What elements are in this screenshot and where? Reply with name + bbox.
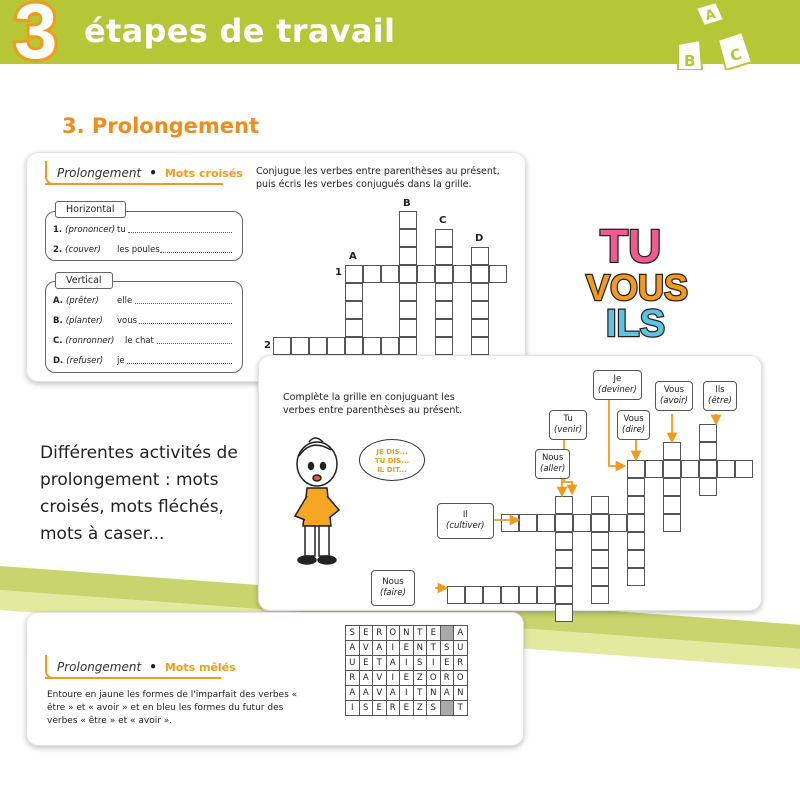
- grid-cell[interactable]: [471, 319, 489, 337]
- clue-vc: C. (ronronner): [53, 336, 115, 346]
- grid-cell[interactable]: [471, 247, 489, 265]
- word-search-card: [26, 612, 524, 746]
- bubble-tu-venir: Tu (venir): [549, 410, 587, 440]
- grid-cell[interactable]: [381, 337, 399, 355]
- grid-letter[interactable]: S: [359, 701, 373, 716]
- grid-label-d: D: [475, 233, 484, 244]
- word-search-instruction: Entoure en jaune les formes de l'imparfait des verbes « être » et « avoir » et en bleu les formes du futur des verbes « être » et « avoir ».: [47, 690, 298, 726]
- grid-label-b: B: [403, 198, 411, 209]
- bubble-nous-faire: Nous (faire): [371, 570, 415, 606]
- header-title: étapes de travail: [84, 12, 396, 50]
- grid-letter[interactable]: E: [400, 671, 414, 686]
- grid-cell[interactable]: [399, 211, 417, 229]
- grid-cell[interactable]: [399, 229, 417, 247]
- grid-cell[interactable]: [435, 319, 453, 337]
- tag-name: Mots croisés: [164, 166, 243, 180]
- tag-dot: •: [149, 166, 157, 180]
- block-letter-c: C: [727, 44, 744, 66]
- tu-vous-ils-logo: [580, 212, 720, 342]
- grid-cell[interactable]: [471, 283, 489, 301]
- grid-letter[interactable]: E: [400, 701, 414, 716]
- grid-row: [346, 686, 468, 701]
- clue-va: A. (prêter): [53, 296, 99, 306]
- arrow-words-instruction: Complète la grille en conjuguant les verbes entre parenthèses au présent.: [283, 392, 463, 416]
- grid-letter[interactable]: V: [359, 641, 373, 656]
- grid-cell[interactable]: [363, 337, 381, 355]
- grid-letter[interactable]: E: [359, 626, 373, 641]
- grid-letter[interactable]: Z: [413, 701, 427, 716]
- grid-label-a: A: [349, 251, 357, 262]
- grid-letter[interactable]: N: [454, 686, 468, 701]
- grid-cell[interactable]: [345, 319, 363, 337]
- tag-name: Mots mêlés: [164, 660, 236, 674]
- section-title: 3. Prolongement: [62, 114, 260, 138]
- grid-cell[interactable]: [489, 265, 507, 283]
- arrow-words-card: [258, 355, 762, 611]
- grid-letter[interactable]: N: [413, 641, 427, 656]
- grid-letter[interactable]: T: [413, 626, 427, 641]
- grid-row: [346, 626, 468, 641]
- bubble-il-cultiver: Il (cultiver): [437, 503, 494, 539]
- grid-cell[interactable]: [399, 319, 417, 337]
- horizontal-title: Horizontal: [55, 201, 126, 218]
- grid-cell[interactable]: [399, 283, 417, 301]
- grid-letter[interactable]: E: [440, 656, 454, 671]
- grid-cell[interactable]: [327, 337, 345, 355]
- grid-cell[interactable]: [399, 265, 417, 283]
- grid-letter[interactable]: I: [400, 656, 414, 671]
- grid-cell[interactable]: [471, 337, 489, 355]
- grid-cell[interactable]: [435, 283, 453, 301]
- grid-letter[interactable]: V: [373, 671, 387, 686]
- grid-letter[interactable]: V: [373, 686, 387, 701]
- clue-h1: 1. (prononcer): [53, 225, 116, 235]
- grid-letter[interactable]: A: [359, 686, 373, 701]
- grid-letter[interactable]: E: [373, 701, 387, 716]
- grid-cell[interactable]: [453, 265, 471, 283]
- grid-letter[interactable]: I: [400, 686, 414, 701]
- grid-cell[interactable]: [345, 301, 363, 319]
- grid-letter[interactable]: N: [400, 626, 414, 641]
- grid-letter[interactable]: A: [346, 641, 360, 656]
- grid-letter[interactable]: S: [413, 656, 427, 671]
- crossword-grid: [27, 153, 527, 383]
- grid-cell[interactable]: [435, 247, 453, 265]
- clue-h2: 2. (couver): [53, 245, 101, 255]
- grid-letter[interactable]: A: [386, 686, 400, 701]
- grid-cell[interactable]: [345, 265, 363, 283]
- step-number: 3: [14, 0, 58, 75]
- grid-letter[interactable]: E: [427, 626, 441, 641]
- grid-letter[interactable]: [440, 626, 454, 641]
- grid-letter[interactable]: S: [440, 641, 454, 656]
- clue-vb: B. (planter): [53, 316, 103, 326]
- grid-letter[interactable]: R: [386, 701, 400, 716]
- grid-letter[interactable]: O: [386, 626, 400, 641]
- grid-cell[interactable]: [471, 265, 489, 283]
- grid-letter[interactable]: Z: [413, 671, 427, 686]
- clue-vd: D. (refuser): [53, 356, 104, 366]
- grid-cell[interactable]: [345, 337, 363, 355]
- grid-row: [346, 641, 468, 656]
- speech-bubble: JE DIS... TU DIS... IL DIT...: [359, 439, 425, 481]
- grid-letter[interactable]: A: [454, 626, 468, 641]
- grid-letter[interactable]: R: [346, 671, 360, 686]
- bubble-ils-etre: Ils (être): [703, 381, 737, 411]
- grid-letter[interactable]: A: [346, 686, 360, 701]
- grid-letter[interactable]: A: [440, 686, 454, 701]
- grid-letter[interactable]: O: [454, 671, 468, 686]
- tag-label: Prolongement: [57, 166, 142, 180]
- grid-cell[interactable]: [399, 337, 417, 355]
- grid-letter[interactable]: N: [427, 686, 441, 701]
- crossword-card: Prolongement • Mots croisés Conjugue les verbes entre parenthèses au présent, puis écris les verbes conjugués dans la grille. Horizontal 1. (prononcer) tu 2. (couver) les poules Vertical A. (prêter) elle B. (planter) vous C. (ronronner) le chat D. (refuser) je A B C D 1 2: [26, 152, 526, 382]
- grid-letter[interactable]: O: [427, 671, 441, 686]
- grid-row: [346, 701, 468, 716]
- vertical-title: Vertical: [55, 272, 113, 289]
- grid-letter[interactable]: U: [346, 656, 360, 671]
- crossword-instruction: Conjugue les verbes entre parenthèses au présent, puis écris les verbes conjugués dans la grille.: [256, 166, 500, 190]
- logo-word-vous: VOUS: [586, 267, 689, 308]
- grid-letter[interactable]: T: [454, 701, 468, 716]
- bubble-nous-aller: Nous (aller): [535, 449, 570, 479]
- grid-letter[interactable]: I: [386, 671, 400, 686]
- grid-cell[interactable]: [435, 265, 453, 283]
- bubble-je-deviner: Je (deviner): [593, 370, 642, 400]
- grid-cell[interactable]: [291, 337, 309, 355]
- grid-cell[interactable]: [309, 337, 327, 355]
- word-search-grid: [345, 625, 468, 716]
- grid-row: [346, 656, 468, 671]
- grid-letter[interactable]: T: [427, 641, 441, 656]
- grid-cell[interactable]: [273, 337, 291, 355]
- grid-letter[interactable]: R: [440, 671, 454, 686]
- grid-letter[interactable]: T: [413, 686, 427, 701]
- grid-cell[interactable]: [417, 265, 435, 283]
- grid-letter[interactable]: U: [454, 641, 468, 656]
- grid-cell[interactable]: [399, 301, 417, 319]
- tag-label: Prolongement: [57, 660, 142, 674]
- grid-letter[interactable]: R: [454, 656, 468, 671]
- grid-cell[interactable]: [435, 229, 453, 247]
- grid-label-c: C: [439, 215, 447, 226]
- grid-letter[interactable]: I: [346, 701, 360, 716]
- grid-letter[interactable]: I: [386, 641, 400, 656]
- grid-cell[interactable]: [345, 283, 363, 301]
- grid-letter[interactable]: T: [373, 656, 387, 671]
- logo-word-tu: TU: [600, 220, 662, 272]
- grid-cell[interactable]: [381, 265, 399, 283]
- tag-dot: •: [149, 660, 157, 674]
- grid-cell[interactable]: [399, 247, 417, 265]
- logo-word-ils: ILS: [606, 303, 666, 342]
- grid-letter[interactable]: A: [359, 671, 373, 686]
- grid-letter[interactable]: R: [373, 626, 387, 641]
- grid-letter[interactable]: E: [400, 641, 414, 656]
- grid-label-2: 2: [264, 340, 271, 351]
- bubble-vous-dire: Vous (dire): [617, 410, 650, 440]
- grid-cell[interactable]: [435, 337, 453, 355]
- grid-cell[interactable]: [471, 301, 489, 319]
- grid-letter[interactable]: [440, 701, 454, 716]
- grid-label-1: 1: [335, 267, 342, 278]
- grid-letter[interactable]: S: [346, 626, 360, 641]
- bubble-vous-avoir: Vous (avoir): [655, 381, 693, 411]
- grid-letter[interactable]: I: [427, 656, 441, 671]
- block-letter-a: A: [703, 6, 718, 24]
- grid-letter[interactable]: S: [427, 701, 441, 716]
- abc-blocks-icon: [672, 0, 772, 70]
- grid-row: [346, 671, 468, 686]
- grid-letter[interactable]: A: [373, 641, 387, 656]
- block-letter-b: B: [684, 52, 696, 70]
- card-tag: [45, 655, 236, 679]
- grid-letter[interactable]: A: [386, 656, 400, 671]
- grid-cell[interactable]: [435, 301, 453, 319]
- grid-cell[interactable]: [363, 265, 381, 283]
- side-description: Différentes activités de prolongement : mots croisés, mots fléchés, mots à caser...: [40, 443, 238, 544]
- grid-letter[interactable]: E: [359, 656, 373, 671]
